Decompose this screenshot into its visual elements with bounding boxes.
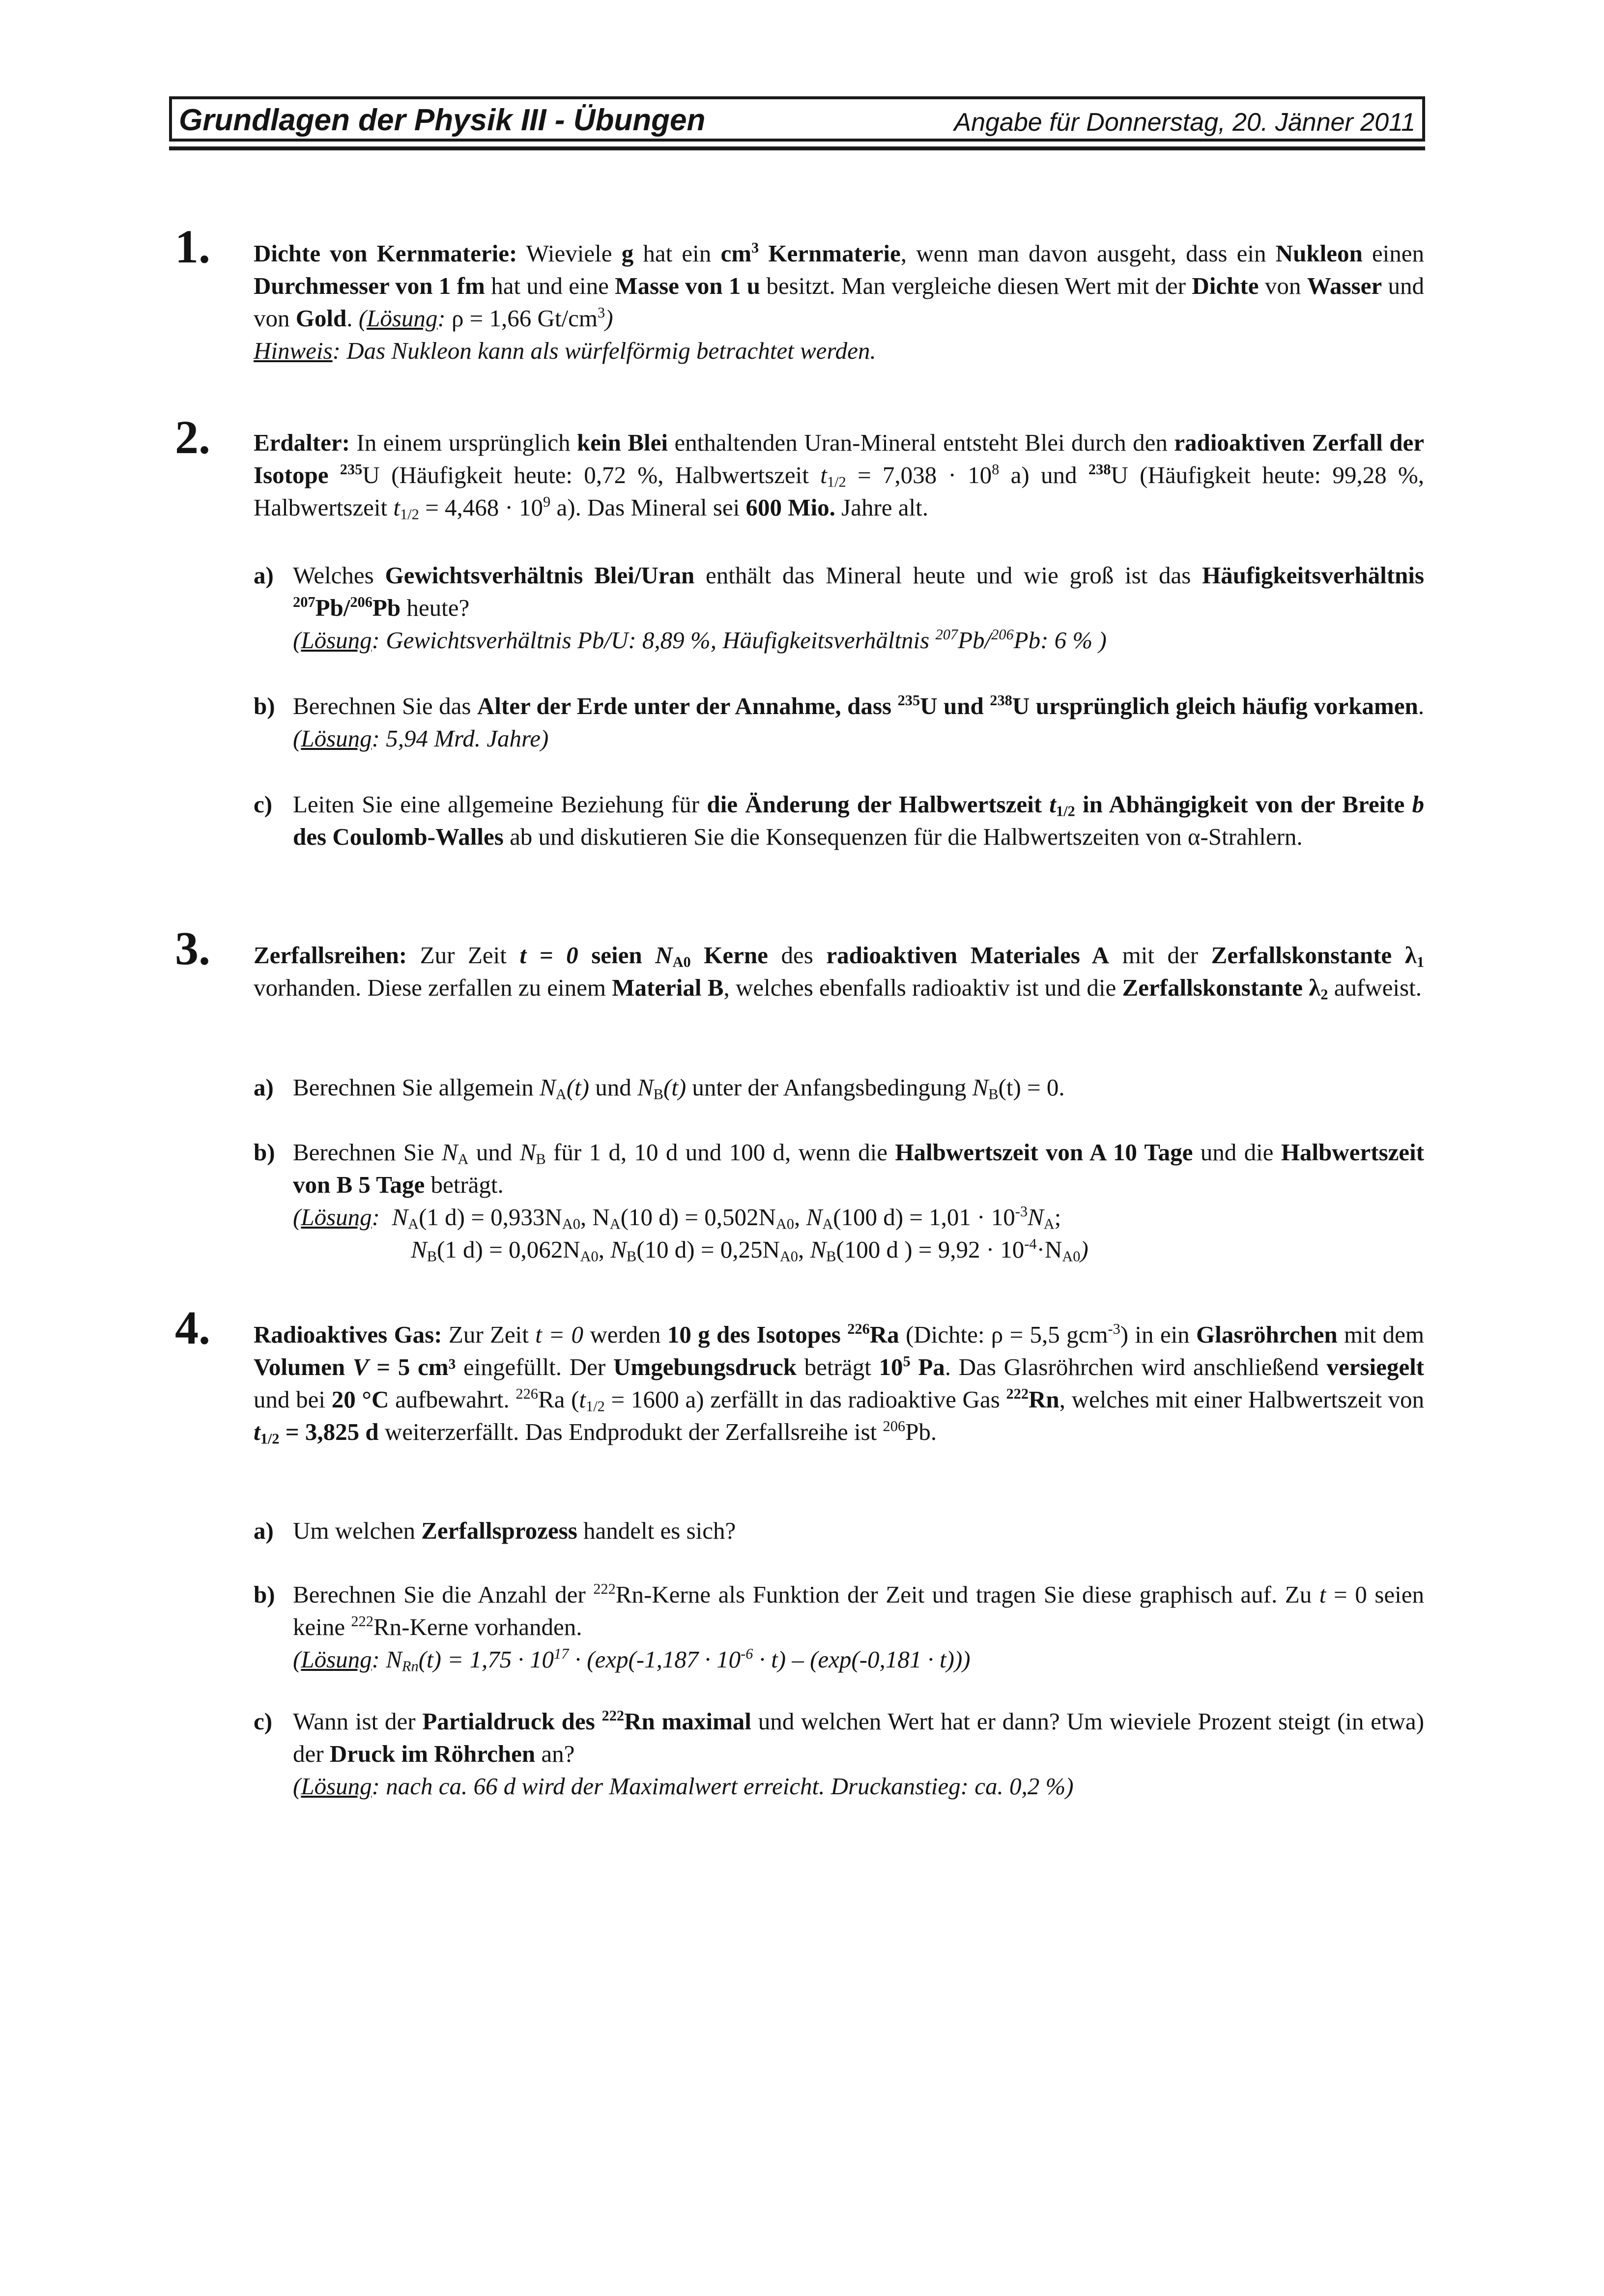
header-box xyxy=(169,96,1425,142)
problem-1 xyxy=(254,237,1424,367)
sheet-title: Grundlagen der Physik III - Übungen xyxy=(179,103,706,137)
problem-4 xyxy=(254,1319,1424,1448)
problem-1-solution: (Lösung: xyxy=(358,305,452,332)
problem-2a: a) Welches Gewichtsverhältnis Blei/Uran enthält das Mineral heute und wie groß ist das Häufigkeitsverhältnis $^{207}$Pb/$^{206}$Pb heute? (Lösung: Gewichtsverhältnis Pb/U: 8,89 %, Häufigkeitsverhältnis $^{207}$Pb/$^{206}$Pb: 6 % ) xyxy=(254,562,1424,654)
problem-4a: a) Um welchen Zerfallsprozess handelt es sich? xyxy=(254,1517,736,1544)
problem-3-number: 3. xyxy=(175,922,210,975)
sheet-date: Angabe für Donnerstag, 20. Jänner 2011 xyxy=(954,108,1415,137)
problem-3b-solution-line-2: $N_B(1$ $d) = 0,062N_{A0}$, $N_B(10$ $d) = 0,25N_{A0}$, $N_B(100$ d ) = $9,92 \cdot 10^{-4}\cdot N_{A0}$) xyxy=(411,1235,1088,1265)
problem-4-number: 4. xyxy=(175,1301,210,1354)
problem-1-text: Dichte von Kernmaterie: Wieviele g hat ein $cm^3$ Kernmaterie, wenn man davon ausgeht, dass ein Nukleon einen Durchmesser von 1 fm hat und eine Masse von 1 u besitzt. Man vergleiche diesen Wert mit der Dichte von Wasser und von Gold. (Lösung: ρ = 1,66 $Gt/cm^3$) Hinweis: Das Nukleon kann als würfelförmig betrachtet werden. xyxy=(254,239,1425,364)
problem-2a-solution: (Lösung: Gewichtsverhältnis Pb/U: 8,89 %, Häufigkeitsverhältnis $^{207}$Pb/$^{206}$Pb: 6 % ) xyxy=(293,626,1107,654)
problem-2c: c) Leiten Sie eine allgemeine Beziehung für die Änderung der Halbwertszeit $t_{1/2}$ in Abhängigkeit von der Breite b des Coulomb-Walles ab und diskutieren Sie die Konsequenzen für die Halbwertszeiten von α-Strahlern. xyxy=(254,791,1425,850)
problem-2-number: 2. xyxy=(175,411,210,463)
problem-1-hint: Hinweis: Das Nukleon kann als würfelförmig betrachtet werden. xyxy=(254,337,876,364)
problem-4b-solution: (Lösung: $N_{Rn}(t) = 1,75 \cdot 10^{17} \cdot (\exp(-1,187 \cdot 10^{-6} \cdot t) - (\exp(-0,181 \cdot t)))$ xyxy=(293,1645,971,1675)
problem-3b-solution-line-1: (Lösung: $N_A(1$ $d) = 0,933N_{A0}$, $N_A(10$ $d) = 0,502N_{A0}$, $N_A(100$ $d) = 1,01 \cdot 10^{-3}N_A$; xyxy=(293,1203,1061,1233)
problem-3b: b) Berechnen Sie $N_A$ und $N_B$ für 1 d, 10 d und 100 d, wenn die Halbwertszeit von A 10 Tage und die Halbwertszeit von B 5 Tage beträgt. (Lösung: $N_A(1$ $d) = 0,933N_{A0}$, $N_A(10$ $d) = 0,502N_{A0}$, $N_A(100$ $d) = 1,01 \cdot 10^{-3}N_A$; $N_B(1$ $d) = 0,062N_{A0}$, $N_B(10$ $d) = 0,25N_{A0}$, $N_B(100$ d ) = $9,92 \cdot 10^{-4}\cdot N_{A0}$) xyxy=(254,1139,1424,1265)
problem-2b-solution: (Lösung: 5,94 Mrd. Jahre) xyxy=(293,725,549,752)
problem-3 xyxy=(254,939,1424,1004)
problem-4c: c) Wann ist der Partialdruck des $^{222}$Rn maximal und welchen Wert hat er dann? Um wieviele Prozent steigt (in etwa) der Druck im Röhrchen an? (Lösung: nach ca. 66 d wird der Maximalwert erreicht. Druckanstieg: ca. 0,2 %) xyxy=(254,1707,1424,1800)
problem-4b: b) Berechnen Sie die Anzahl der $^{222}$Rn-Kerne als Funktion der Zeit und tragen Sie diese graphisch auf. Zu t = 0 seien keine $^{222}$Rn-Kerne vorhanden. (Lösung: $N_{Rn}(t) = 1,75 \cdot 10^{17} \cdot (\exp(-1,187 \cdot 10^{-6} \cdot t) - (\exp(-0,181 \cdot t)))$ xyxy=(254,1580,1424,1675)
problem-3-text: Zerfallsreihen: Zur Zeit t = 0 seien $N_{A0}$ Kerne des radioaktiven Materiales A mit der Zerfallskonstante $\lambda_1$ vorhanden. Diese zerfallen zu einem Material B, welches ebenfalls radioaktiv ist und die Zerfallskonstante $\lambda_2$ aufweist. xyxy=(254,942,1424,1003)
problem-3a: a) Berechnen Sie allgemein $N_A(t)$ und $N_B(t)$ unter der Anfangsbedingung $N_B(t) = 0$. xyxy=(254,1074,1065,1103)
problem-4-text: Radioaktives Gas: Zur Zeit t = 0 werden 10 g des Isotopes $^{226}$Ra (Dichte: ρ = 5,5 gcm$^{-3}$) in ein Glasröhrchen mit dem Volumen V = 5 cm³ eingefüllt. Der Umgebungsdruck beträgt $10^5$ Pa. Das Glasröhrchen wird anschließend versiegelt und bei 20 °C aufbewahrt. $^{226}$Ra ($t_{1/2} = 1600$ a) zerfällt in das radioaktive Gas $^{222}$Rn, welches mit einer Halbwertszeit von $t_{1/2} = 3,825$ d weiterzerfällt. Das Endprodukt der Zerfallsreihe ist $^{206}$Pb. xyxy=(254,1320,1425,1447)
problem-2-text: Erdalter: In einem ursprünglich kein Blei enthaltenden Uran-Mineral entsteht Blei durch den radioaktiven Zerfall der Isotope $^{235}$U (Häufigkeit heute: 0,72 %, Halbwertszeit $t_{1/2} = 7,038 \cdot 10^8$ a) und $^{238}$U (Häufigkeit heute: 99,28 %, Halbwertszeit $t_{1/2} = 4,468 \cdot 10^9$ a). Das Mineral sei 600 Mio. Jahre alt. xyxy=(254,429,1424,523)
header-rule xyxy=(169,146,1425,150)
problem-4c-solution: (Lösung: nach ca. 66 d wird der Maximalwert erreicht. Druckanstieg: ca. 0,2 %) xyxy=(293,1773,1074,1800)
problem-2 xyxy=(254,427,1424,524)
problem-1-number: 1. xyxy=(175,220,210,273)
problem-2b: b) Berechnen Sie das Alter der Erde unter der Annahme, dass $^{235}$U und $^{238}$U ursprünglich gleich häufig vorkamen. (Lösung: 5,94 Mrd. Jahre) xyxy=(254,691,1424,752)
